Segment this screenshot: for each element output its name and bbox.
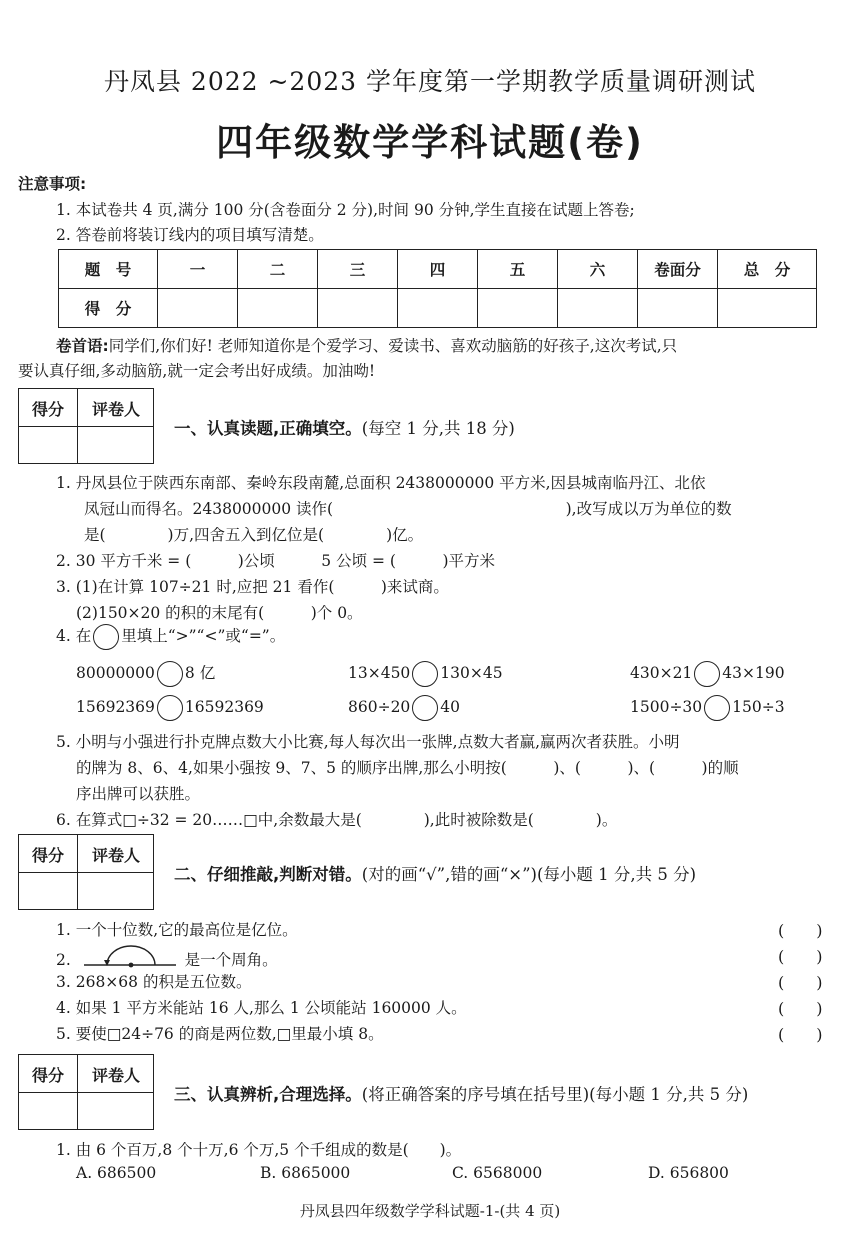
compare-circle[interactable] [157, 695, 183, 721]
score-table-header-cell: 三 [318, 250, 398, 289]
s3-q1-option-c: C. 6568000 [452, 1164, 543, 1182]
s1-q4 [56, 624, 285, 650]
compare-item [630, 695, 785, 721]
compare-left: 80000000 [76, 664, 155, 682]
section2-points: (对的画“√”,错的画“×”)(每小题 1 分,共 5 分) [361, 865, 697, 884]
section3-heading [174, 1081, 748, 1105]
answer-blank[interactable]: ( ) [778, 1025, 823, 1044]
compare-circle[interactable] [157, 661, 183, 687]
grade-box-section3 [18, 1054, 154, 1130]
angle-arc-icon [82, 944, 178, 970]
compare-item [76, 661, 215, 687]
grade-box-score-label: 得分 [31, 1066, 64, 1085]
score-table-header-cell: 五 [478, 250, 558, 289]
compare-left: 13×450 [348, 664, 411, 682]
section3-points: (将正确答案的序号填在括号里)(每小题 1 分,共 5 分) [361, 1085, 749, 1104]
answer-blank[interactable]: ( ) [778, 921, 823, 940]
s2-q4: 4. 如果 1 平方米能站 16 人,那么 1 公顷能站 160000 人。 [56, 999, 467, 1017]
grade-box-grader-label: 评卷人 [91, 846, 140, 865]
section3-title: 三、认真辨析,合理选择。 [174, 1085, 362, 1104]
compare-circle[interactable] [694, 661, 720, 687]
s3-q1-option-b: B. 6865000 [260, 1164, 351, 1182]
s1-q5-line2: 的牌为 8、6、4,如果小强按 9、7、5 的顺序出牌,那么小明按( )、( )、( )的顺 [76, 759, 739, 777]
score-table-header-cell: 一 [158, 250, 238, 289]
answer-blank[interactable]: ( ) [778, 999, 823, 1018]
compare-left: 1500÷30 [630, 698, 703, 716]
score-table-row-label: 得 分 [59, 289, 158, 328]
preface-label: 卷首语: [56, 337, 109, 355]
preface-line1 [56, 334, 677, 356]
score-table-header-cell: 六 [558, 250, 638, 289]
grade-box-score-label: 得分 [31, 846, 64, 865]
s2-q1: 1. 一个十位数,它的最高位是亿位。 [56, 921, 298, 939]
s1-q5-line1: 5. 小明与小强进行扑克牌点数大小比赛,每人每次出一张牌,点数大者赢,赢两次者获胜。小明 [56, 733, 680, 751]
score-cell[interactable] [478, 289, 558, 328]
s1-q1-line1: 1. 丹凤县位于陕西东南部、秦岭东段南麓,总面积 2438000000 平方米,因县城南临丹江、北依 [56, 474, 706, 492]
s2-q2 [56, 944, 278, 970]
compare-item [348, 695, 460, 721]
s1-q2: 2. 30 平方千米 = ( )公顷 5 公顷 = ( )平方米 [56, 552, 496, 570]
score-table-header-cell: 四 [398, 250, 478, 289]
score-table-header-cell: 二 [238, 250, 318, 289]
s1-q5-line3: 序出牌可以获胜。 [76, 785, 201, 803]
compare-circle[interactable] [412, 695, 438, 721]
compare-right: 43×190 [722, 664, 785, 682]
answer-blank[interactable]: ( ) [778, 947, 823, 966]
compare-left: 15692369 [76, 698, 155, 716]
section1-title: 一、认真读题,正确填空。 [174, 419, 362, 438]
score-cell[interactable] [718, 289, 817, 328]
score-cell[interactable] [158, 289, 238, 328]
score-table-header-cell: 总 分 [718, 250, 817, 289]
notes-item-1: 1. 本试卷共 4 页,满分 100 分(含卷面分 2 分),时间 90 分钟,学生直接在试题上答卷; [56, 201, 635, 219]
s3-q1-option-d: D. 656800 [648, 1164, 729, 1182]
s2-q2-pre: 2. [56, 951, 71, 969]
score-cell[interactable] [238, 289, 318, 328]
compare-left: 860÷20 [348, 698, 411, 716]
section1-heading [174, 415, 515, 439]
notes-heading: 注意事项: [18, 175, 87, 193]
compare-circle[interactable] [412, 661, 438, 687]
compare-right: 40 [440, 698, 461, 716]
score-cell[interactable] [638, 289, 718, 328]
notes-item-2: 2. 答卷前将装订线内的项目填写清楚。 [56, 226, 324, 244]
s2-q3: 3. 268×68 的积是五位数。 [56, 973, 252, 991]
score-cell[interactable] [318, 289, 398, 328]
compare-right: 130×45 [440, 664, 503, 682]
preface-text: 同学们,你们好! 老师知道你是个爱学习、爱读书、喜欢动脑筋的好孩子,这次考试,只 [108, 337, 678, 355]
s2-q5: 5. 要使□24÷76 的商是两位数,□里最小填 8。 [56, 1025, 384, 1043]
score-cell[interactable] [558, 289, 638, 328]
grade-box-section1 [18, 388, 154, 464]
compare-item [630, 661, 785, 687]
compare-right: 8 亿 [184, 664, 216, 682]
compare-circle[interactable] [704, 695, 730, 721]
s1-q4-post: 里填上“>”“<”或“=”。 [121, 627, 286, 645]
section1-points: (每空 1 分,共 18 分) [361, 419, 515, 438]
page-footer: 丹凤县四年级数学学科试题-1-(共 4 页) [299, 1202, 561, 1220]
compare-right: 16592369 [184, 698, 264, 716]
score-cell[interactable] [398, 289, 478, 328]
s1-q3-1: 3. (1)在计算 107÷21 时,应把 21 看作( )来试商。 [56, 578, 449, 596]
section2-title: 二、仔细推敲,判断对错。 [174, 865, 362, 884]
s1-q3-2: (2)150×20 的积的末尾有( )个 0。 [76, 604, 363, 622]
grade-box-section2 [18, 834, 154, 910]
score-table-header-row [59, 250, 817, 289]
grade-box-grader-label: 评卷人 [91, 1066, 140, 1085]
s1-q1-line2: 凤冠山而得名。2438000000 读作( ),改写成以万为单位的数 [84, 500, 732, 518]
s3-q1-option-a: A. 686500 [76, 1164, 157, 1182]
exam-title-line1: 丹凤县 2022 ~2023 学年度第一学期教学质量调研测试 [103, 67, 757, 96]
compare-left: 430×21 [630, 664, 693, 682]
grade-box-grader-label: 评卷人 [91, 400, 140, 419]
score-table-header-cell: 卷面分 [638, 250, 718, 289]
compare-right: 150÷3 [732, 698, 785, 716]
compare-item [348, 661, 503, 687]
grade-box-score-label: 得分 [31, 400, 64, 419]
score-table-header-cell: 题 号 [59, 250, 158, 289]
score-table-score-row [59, 289, 817, 328]
preface-line2: 要认真仔细,多动脑筋,就一定会考出好成绩。加油呦! [18, 362, 376, 380]
s1-q1-line3: 是( )万,四舍五入到亿位是( )亿。 [84, 526, 424, 544]
s1-q4-pre: 4. 在 [56, 627, 92, 645]
section2-heading [174, 861, 696, 885]
s2-q2-post: 是一个周角。 [184, 951, 278, 969]
score-table [58, 249, 817, 328]
compare-item [76, 695, 264, 721]
answer-blank[interactable]: ( ) [778, 973, 823, 992]
s1-q6: 6. 在算式□÷32 = 20……□中,余数最大是( ),此时被除数是( )。 [56, 811, 618, 829]
circle-icon [93, 624, 119, 650]
s3-q1: 1. 由 6 个百万,8 个十万,6 个万,5 个千组成的数是( )。 [56, 1141, 462, 1159]
exam-title-line2: 四年级数学学科试题(卷) [216, 121, 644, 164]
